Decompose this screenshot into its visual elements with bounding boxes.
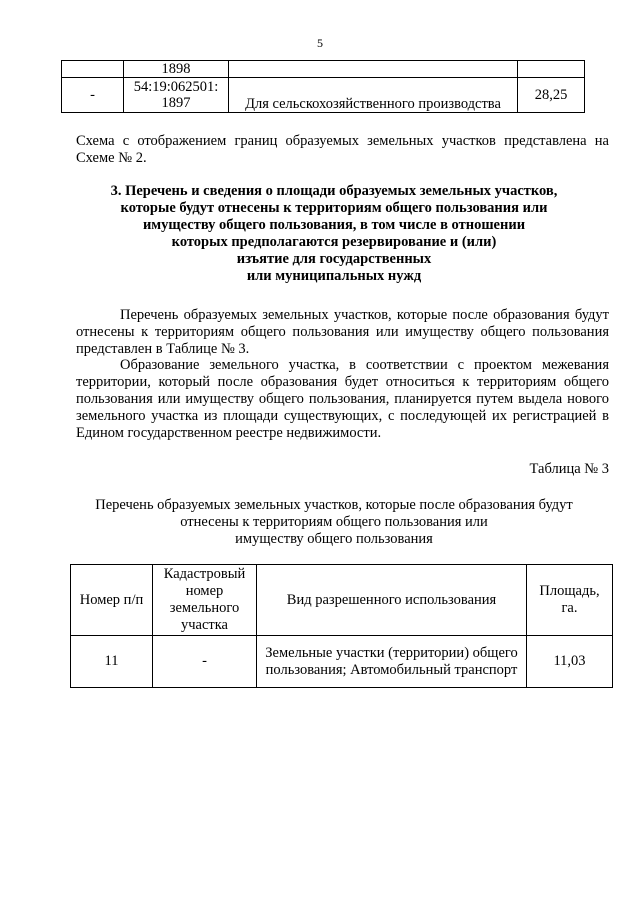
table-cell: Земельные участки (территории) общего пользования; Автомобильный транспорт — [257, 636, 527, 688]
column-header: Кадастровый номер земельного участка — [153, 565, 257, 636]
page-number: 5 — [317, 36, 323, 50]
section-heading — [60, 183, 608, 285]
title-line: имуществу общего пользования — [235, 531, 433, 547]
table-3 — [70, 564, 613, 688]
table-cell: 11 — [71, 636, 153, 688]
table-cell: - — [62, 78, 124, 113]
heading-line: которых предполагаются резервирование и (или) — [171, 234, 497, 250]
table-cell: Для сельскохозяйственного производства — [229, 78, 518, 113]
top-table — [61, 60, 585, 113]
heading-line: 3. Перечень и сведения о площади образуемых земельных участков, — [110, 183, 558, 199]
scheme-text: Схема с отображением границ образуемых земельных участков представлена на Схеме № 2. — [76, 133, 609, 166]
column-header: Площадь, га. — [527, 565, 613, 636]
column-header: Вид разрешенного использования — [257, 565, 527, 636]
table-row — [62, 78, 585, 113]
heading-line: или муниципальных нужд — [246, 268, 422, 284]
column-header: Номер п/п — [71, 565, 153, 636]
table-row — [62, 61, 585, 78]
table-header-row — [71, 565, 613, 636]
paragraph-1: Перечень образуемых земельных участков, которые после образования будут отнесены к территориям общего пользования или имуществу общего пользования представлен в Таблице № 3. — [76, 307, 609, 357]
table-cell: - — [153, 636, 257, 688]
heading-line: изъятие для государственных — [236, 251, 432, 267]
table3-title — [60, 497, 608, 548]
table-cell: 54:19:062501: 1897 — [124, 78, 229, 113]
table-number: Таблица № 3 — [529, 461, 609, 477]
table-cell: 11,03 — [527, 636, 613, 688]
table-cell — [518, 61, 585, 78]
table-cell — [229, 61, 518, 78]
heading-line: которые будут отнесены к территориям общего пользования или — [120, 200, 548, 216]
table-cell — [62, 61, 124, 78]
table-cell: 28,25 — [518, 78, 585, 113]
title-line: отнесены к территориям общего пользования или — [180, 514, 488, 530]
table-cell: 1898 — [124, 61, 229, 78]
table-row — [71, 636, 613, 688]
title-line: Перечень образуемых земельных участков, которые после образования будут — [95, 497, 573, 513]
paragraph-2: Образование земельного участка, в соответствии с проектом межевания территории, который после образования будет относиться к территориям общего пользования или имуществу общего пользования, планируется путем выдела нового земельного участка из площади существующих, с последующей их регистрацией в Едином государственном реестре недвижимости. — [76, 357, 609, 441]
heading-line: имуществу общего пользования, в том числе в отношении — [142, 217, 526, 233]
